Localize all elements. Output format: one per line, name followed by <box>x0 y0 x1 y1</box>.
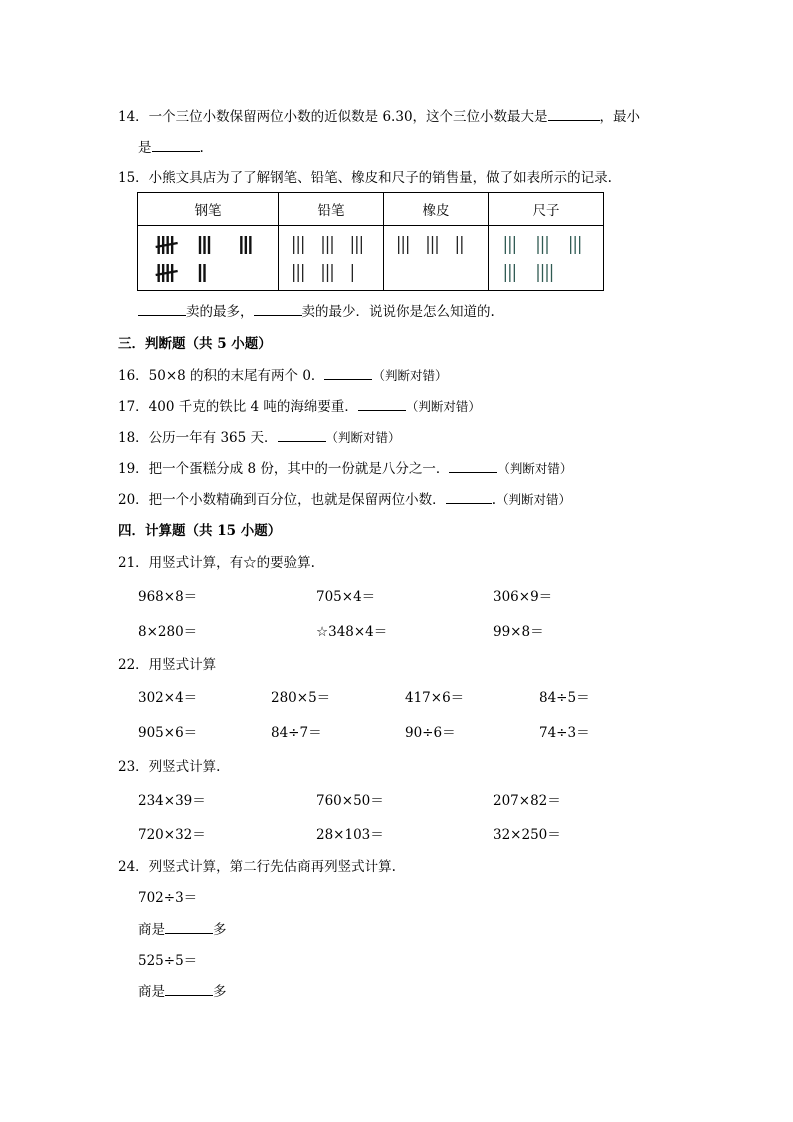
judge-hint: （判断对错） <box>325 430 401 445</box>
tally-group <box>428 236 437 254</box>
tally-group <box>294 264 303 282</box>
question-text: 多 <box>213 922 227 938</box>
expression: 905×6＝ <box>138 725 198 741</box>
expression: 99×8＝ <box>493 624 544 640</box>
tally-group <box>505 236 514 254</box>
tally-cell <box>384 226 489 291</box>
question-text: 16．50×8 的积的末尾有两个 0． <box>118 368 325 384</box>
question-17 <box>118 395 481 415</box>
expression: ☆348×4＝ <box>316 624 388 640</box>
heading-text: 小题） <box>226 336 272 352</box>
question-text: 商是 <box>138 922 165 938</box>
question-text: 22．用竖式计算 <box>118 657 217 673</box>
question-text: 卖的最少．说说你是怎么知道的. <box>301 304 495 320</box>
question-23 <box>118 755 220 775</box>
expression: 705×4＝ <box>316 589 376 605</box>
tally-group <box>294 236 303 254</box>
question-20 <box>118 488 571 508</box>
quotient-estimate <box>138 980 227 1000</box>
question-text: 是 <box>138 140 152 156</box>
tally-group <box>156 264 178 282</box>
question-text: 17．400 千克的铁比 4 吨的海绵要重． <box>118 399 358 415</box>
expression: 32×250＝ <box>493 827 561 843</box>
question-22 <box>118 653 216 673</box>
answer-blank[interactable] <box>548 106 600 121</box>
question-21 <box>118 551 315 571</box>
answer-blank[interactable] <box>446 489 492 504</box>
expression: 207×82＝ <box>493 793 561 809</box>
tally-group <box>156 236 178 254</box>
table-header: 钢笔 <box>138 193 279 226</box>
tally-table <box>137 192 604 291</box>
answer-blank[interactable] <box>152 137 200 152</box>
question-24 <box>118 855 396 875</box>
tally-group <box>571 236 580 254</box>
answer-blank[interactable] <box>254 301 302 316</box>
answer-blank[interactable] <box>165 919 213 934</box>
tally-group <box>538 264 552 282</box>
section-heading <box>118 519 281 539</box>
answer-blank[interactable] <box>165 981 213 996</box>
answer-blank[interactable] <box>449 458 497 473</box>
quotient-estimate <box>138 918 227 938</box>
tally-group <box>505 264 514 282</box>
question-text: ，最小 <box>599 109 641 125</box>
tally-cell <box>138 226 279 291</box>
expression: 84÷7＝ <box>271 725 322 741</box>
answer-blank[interactable] <box>324 365 372 380</box>
tally-group <box>200 236 209 254</box>
tally-group <box>323 236 332 254</box>
question-16 <box>118 364 447 384</box>
judge-hint: （判断对错） <box>497 461 573 476</box>
tally-group <box>241 236 250 254</box>
tally-marks <box>489 226 603 290</box>
answer-blank[interactable] <box>138 301 186 316</box>
heading-count: 5 <box>217 336 227 352</box>
expression: 90÷6＝ <box>405 725 456 741</box>
expression: 74÷3＝ <box>539 725 590 741</box>
question-text: . <box>199 140 204 156</box>
tally-marks <box>384 226 488 290</box>
question-text: 23．列竖式计算. <box>118 759 221 775</box>
tally-group <box>457 236 462 254</box>
table-header: 尺子 <box>489 193 604 226</box>
question-19 <box>118 457 572 477</box>
heading-text: 四．计算题（共 <box>118 523 218 539</box>
question-14 <box>118 105 640 125</box>
answer-blank[interactable] <box>278 427 326 442</box>
expression: 968×8＝ <box>138 589 198 605</box>
question-18 <box>118 426 401 446</box>
tally-cell <box>279 226 384 291</box>
tally-group <box>323 264 332 282</box>
expression: 720×32＝ <box>138 827 206 843</box>
answer-blank[interactable] <box>358 396 406 411</box>
question-text: 19．把一个蛋糕分成 8 份，其中的一份就是八分之一． <box>118 461 450 477</box>
tally-group <box>200 264 205 282</box>
expression: 525÷5＝ <box>138 953 198 969</box>
question-text: 20．把一个小数精确到百分位，也就是保留两位小数． <box>118 492 446 508</box>
expression: 280×5＝ <box>271 690 331 706</box>
expression: 417×6＝ <box>405 690 465 706</box>
question-text: 商是 <box>138 984 165 1000</box>
judge-hint: （判断对错） <box>405 399 481 414</box>
expression: 760×50＝ <box>316 793 384 809</box>
expression: 306×9＝ <box>493 589 553 605</box>
heading-text: 小题） <box>236 523 282 539</box>
expression: 302×4＝ <box>138 690 198 706</box>
question-15 <box>118 166 612 186</box>
heading-text: 三．判断题（共 <box>118 336 218 352</box>
table-header: 铅笔 <box>279 193 384 226</box>
expression: 28×103＝ <box>316 827 384 843</box>
question-14-cont <box>138 136 204 156</box>
heading-count: 15 <box>217 523 236 539</box>
expression: 234×39＝ <box>138 793 206 809</box>
question-text: . <box>491 492 496 508</box>
question-15-answer <box>138 300 495 320</box>
tally-marks <box>138 226 278 290</box>
tally-cell <box>489 226 604 291</box>
tally-group <box>538 236 547 254</box>
tally-marks <box>279 226 383 290</box>
question-text: 24．列竖式计算，第二行先估商再列竖式计算. <box>118 859 396 875</box>
question-text: 15．小熊文具店为了了解钢笔、铅笔、橡皮和尺子的销售量，做了如表所示的记录. <box>118 170 612 186</box>
tally-group <box>352 236 361 254</box>
question-text: 多 <box>213 984 227 1000</box>
expression: 8×280＝ <box>138 624 198 640</box>
section-heading <box>118 332 272 352</box>
question-text: 18．公历一年有 365 天． <box>118 430 278 446</box>
tally-group <box>399 236 408 254</box>
expression: 702÷3＝ <box>138 890 198 906</box>
table-header: 橡皮 <box>384 193 489 226</box>
question-text: 卖的最多， <box>186 304 254 320</box>
expression: 84÷5＝ <box>539 690 590 706</box>
judge-hint: （判断对错） <box>495 492 571 507</box>
judge-hint: （判断对错） <box>372 368 448 383</box>
question-text: 21．用竖式计算，有☆的要验算. <box>118 555 315 571</box>
question-text: 14．一个三位小数保留两位小数的近似数是 6.30，这个三位小数最大是 <box>118 109 548 125</box>
